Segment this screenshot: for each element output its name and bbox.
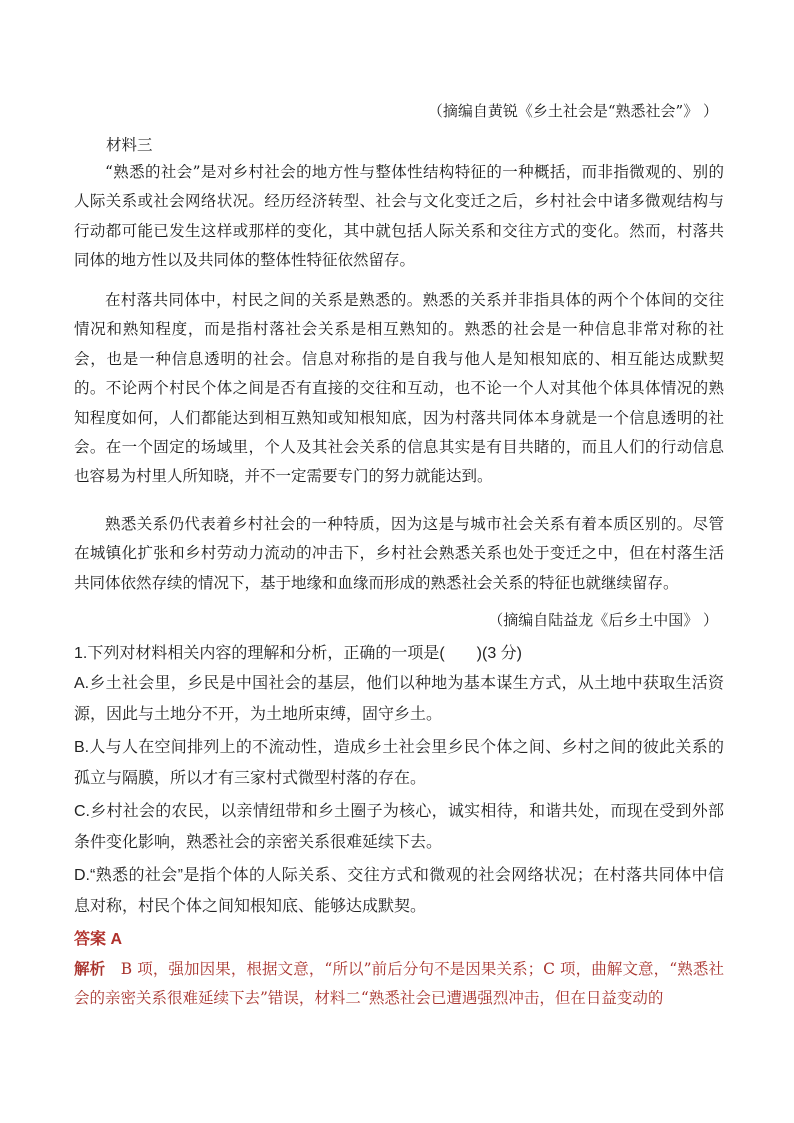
source-citation-2: （摘编自陆益龙《后乡土中国》 ） [488,611,718,629]
paragraph-2: 在村落共同体中，村民之间的关系是熟悉的。熟悉的关系并非指具体的两个个体间的交往情况和熟知程度，而是指村落社会关系是相互熟知的。熟悉的社会是一种信息非常对称的社会，也是一种信息透明的社会。信息对称指的是自我与他人是知根知底的、相互能达成默契的。不论两个村民个体之间是否有直接的交往和互动，也不论一个人对其他个体具体情况的熟知程度如何，人们都能达到相互熟知或知根知底，因为村落共同体本身就是一个信息透明的社会。在一个固定的场域里，个人及其社会关系的信息其实是有目共睹的，而且人们的行动信息也容易为村里人所知晓，并不一定需要专门的努力就能达到。 [74,291,724,486]
material-label: 材料三 [106,136,153,154]
option-b: B.人与人在空间排列上的不流动性，造成乡土社会里乡民个体之间、乡村之间的彼此关系的孤立与隔膜，所以才有三家村式微型村落的存在。 [74,739,724,787]
explanation-text: B 项，强加因果，根据文意，“所以”前后分句不是因果关系；C 项，曲解文意，“熟悉社会的亲密关系很难延续下去”错误，材料二“熟悉社会已遭遇强烈冲击，但在日益变动的 [74,960,724,1007]
explanation [74,954,724,1013]
question-stem: 1.下列对材料相关内容的理解和分析，正确的一项是( )(3 分) [74,645,523,662]
paragraph-3: 熟悉关系仍代表着乡村社会的一种特质，因为这是与城市社会关系有着本质区别的。尽管在城镇化扩张和乡村劳动力流动的冲击下，乡村社会熟悉关系也处于变迁之中，但在村落生活共同体依然存续的情况下，基于地缘和血缘而形成的熟悉社会关系的特征也就继续留存。 [74,515,724,592]
option-c: C.乡村社会的农民，以亲情纽带和乡土圈子为核心，诚实相待，和谐共处，而现在受到外部条件变化影响，熟悉社会的亲密关系很难延续下去。 [74,803,724,851]
source-citation-1: （摘编自黄锐《乡土社会是“熟悉社会”》 ） [427,102,718,120]
paragraph-1: “熟悉的社会”是对乡村社会的地方性与整体性结构特征的一种概括，而非指微观的、别的人际关系或社会网络状况。经历经济转型、社会与文化变迁之后，乡村社会中诸多微观结构与行动都可能已发生这样或那样的变化，其中就包括人际关系和交往方式的变化。然而，村落共同体的地方性以及共同体的整体性特征依然留存。 [74,163,724,270]
explanation-label: 解析 [74,959,106,978]
option-d: D.“熟悉的社会”是指个体的人际关系、交往方式和微观的社会网络状况；在村落共同体中信息对称，村民个体之间知根知底、能够达成默契。 [74,867,724,915]
answer: 答案 A [74,931,123,948]
option-a: A.乡土社会里，乡民是中国社会的基层，他们以种地为基本谋生方式，从土地中获取生活资源，因此与土地分不开，为土地所束缚，固守乡土。 [74,675,724,723]
